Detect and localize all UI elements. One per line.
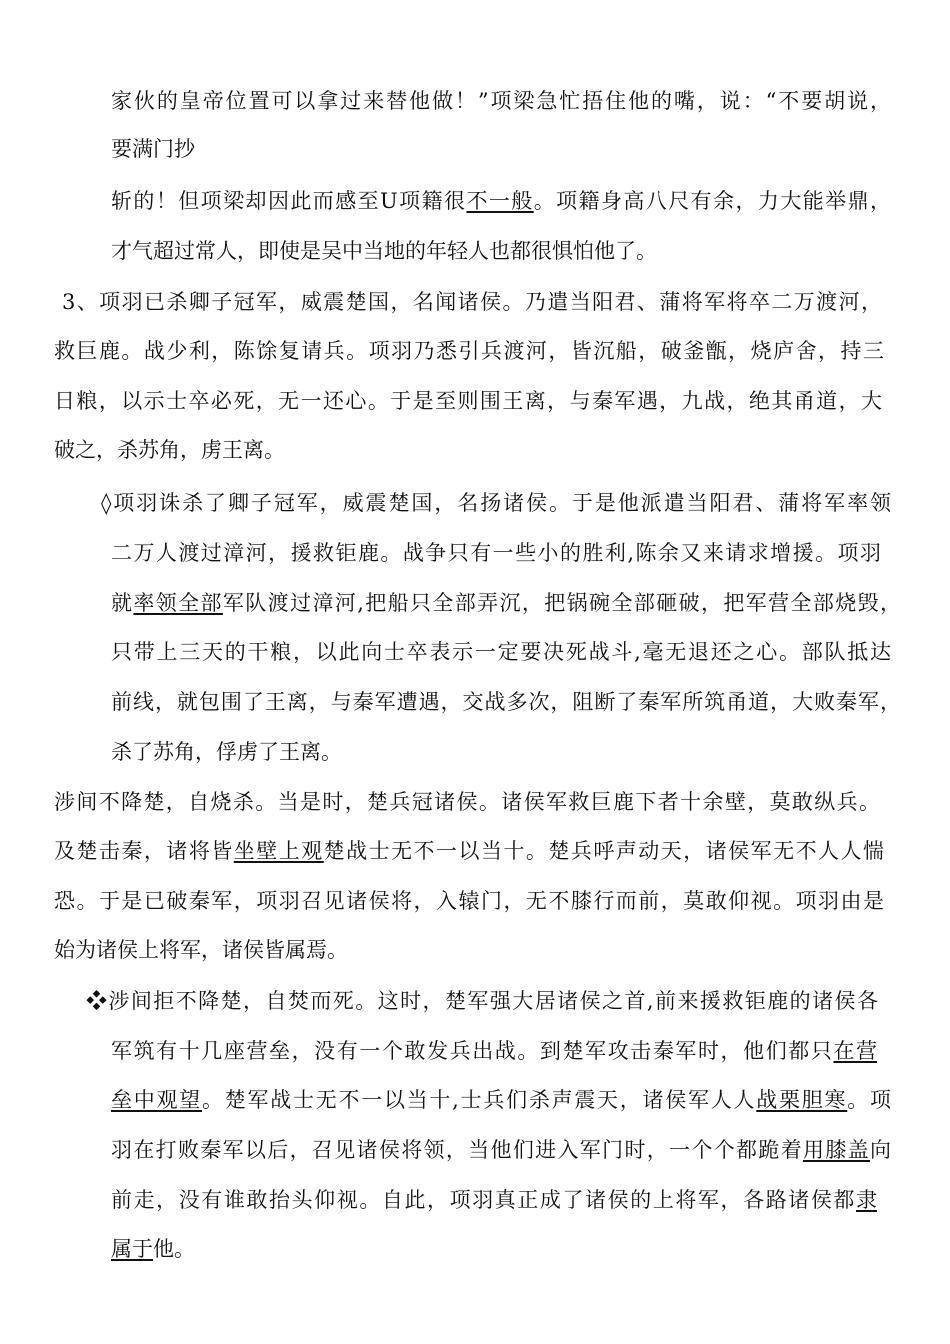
text-segment: 斩的！但项梁却因此而感至U项籍很 bbox=[111, 189, 467, 213]
text-segment: 。项 bbox=[847, 1088, 892, 1112]
text-line bbox=[101, 488, 891, 518]
text-segment: 就 bbox=[111, 591, 134, 615]
text-segment: 3、项羽已杀卿子冠军，威震楚国，名闻诸侯。乃遣当阳君、蒲将军将卒二万渡河， bbox=[62, 290, 882, 314]
text-line bbox=[111, 236, 657, 266]
text-line bbox=[111, 1185, 877, 1215]
text-line bbox=[111, 538, 881, 568]
text-segment: 始为诸侯上将军，诸侯皆属焉。 bbox=[54, 938, 348, 962]
text-segment: 他。 bbox=[153, 1237, 195, 1261]
underlined-phrase: 不一般 bbox=[466, 189, 534, 213]
underlined-phrase: 属于 bbox=[111, 1237, 153, 1261]
text-line bbox=[111, 1085, 891, 1115]
text-segment: 日粮，以示士卒必死，无一还心。于是至则围王离，与秦军遇，九战，绝其甬道，大 bbox=[54, 389, 882, 413]
text-segment: 及楚击秦，诸将皆 bbox=[54, 839, 234, 863]
text-segment: 要满门抄 bbox=[111, 137, 195, 161]
text-line bbox=[111, 737, 342, 767]
text-segment: 。楚军战士无不一以当十,士兵们杀声震天，诸侯军人人 bbox=[201, 1088, 757, 1112]
underlined-phrase: 战栗胆寒 bbox=[756, 1088, 848, 1112]
text-segment: 二万人渡过漳河，援救钜鹿。战争只有一些小的胜利,陈余又来请求增援。项羽 bbox=[111, 541, 881, 565]
text-segment: 破之，杀苏角，虏王离。 bbox=[54, 438, 285, 462]
text-segment: 恐。于是已破秦军，项羽召见诸侯将，入辕门，无不膝行而前，莫敢仰视。项羽由是 bbox=[54, 889, 884, 913]
text-segment: 救巨鹿。战少利，陈馀复请兵。项羽乃悉引兵渡河，皆沉船，破釜甑，烧庐舍，持三 bbox=[54, 339, 884, 363]
text-segment: 杀了苏角，俘虏了王离。 bbox=[111, 740, 342, 764]
text-segment: 向 bbox=[870, 1138, 892, 1162]
text-segment: 军筑有十几座营垒，没有一个敢发兵出战。到楚军攻击秦军时，他们都只 bbox=[111, 1039, 834, 1063]
text-line bbox=[62, 287, 882, 317]
text-line bbox=[111, 687, 901, 717]
underlined-phrase: 隶 bbox=[856, 1188, 877, 1212]
text-line bbox=[111, 134, 195, 164]
text-segment: 家伙的皇帝位置可以拿过来替他做！”项梁急忙捂住他的嘴，说：“不要胡说， bbox=[111, 89, 891, 113]
underlined-phrase: 在营 bbox=[833, 1039, 877, 1063]
text-segment: 军队渡过漳河,把船只全部弄沉，把锅碗全部砸破，把军营全部烧毁， bbox=[222, 591, 902, 615]
text-line bbox=[54, 935, 348, 965]
text-line bbox=[111, 1234, 195, 1264]
text-segment: 。项籍身高八尺有余，力大能举鼎， bbox=[533, 189, 892, 213]
text-line bbox=[111, 1036, 877, 1066]
text-segment: 楚战士无不一以当十。楚兵呼声动天，诸侯军无不人人惴 bbox=[323, 839, 885, 863]
text-segment: ◊项羽诛杀了卿子冠军，威震楚国，名扬诸侯。于是他派遣当阳君、蒲将军率领 bbox=[101, 491, 891, 515]
text-segment: 羽在打败秦军以后，召见诸侯将领，当他们进入军门时，一个个都跪着 bbox=[111, 1138, 804, 1162]
text-segment: 只带上三天的干粮，以此向士卒表示一定要决死战斗,毫无退还之心。部队抵达 bbox=[111, 640, 891, 664]
text-line bbox=[111, 186, 891, 216]
text-line bbox=[111, 86, 891, 116]
text-segment: ❖涉间拒不降楚，自焚而死。这时，楚军强大居诸侯之首,前来援救钜鹿的诸侯各 bbox=[86, 989, 878, 1013]
underlined-phrase: 垒中观望 bbox=[111, 1088, 202, 1112]
text-segment: 前线，就包围了王离，与秦军遭遇，交战多次，阻断了秦军所筑甬道，大败秦军， bbox=[111, 690, 901, 714]
underlined-phrase: 坐壁上观 bbox=[233, 839, 324, 863]
text-line bbox=[111, 637, 891, 667]
text-line bbox=[54, 836, 884, 866]
text-segment: 前走，没有谁敢抬头仰视。自此，项羽真正成了诸侯的上将军，各路诸侯都 bbox=[111, 1188, 856, 1212]
text-line bbox=[54, 386, 882, 416]
underlined-phrase: 用膝盖 bbox=[803, 1138, 871, 1162]
text-line bbox=[86, 986, 878, 1016]
text-line bbox=[54, 787, 880, 817]
text-line bbox=[54, 435, 285, 465]
text-line bbox=[54, 886, 884, 916]
text-line bbox=[54, 336, 884, 366]
underlined-phrase: 率领全部 bbox=[133, 591, 223, 615]
text-line bbox=[111, 588, 901, 618]
text-segment: 涉间不降楚，自烧杀。当是时，楚兵冠诸侯。诸侯军救巨鹿下者十余壁，莫敢纵兵。 bbox=[54, 790, 880, 814]
text-segment: 才气超过常人，即使是吴中当地的年轻人也都很惧怕他了。 bbox=[111, 239, 657, 263]
text-line bbox=[111, 1135, 891, 1165]
